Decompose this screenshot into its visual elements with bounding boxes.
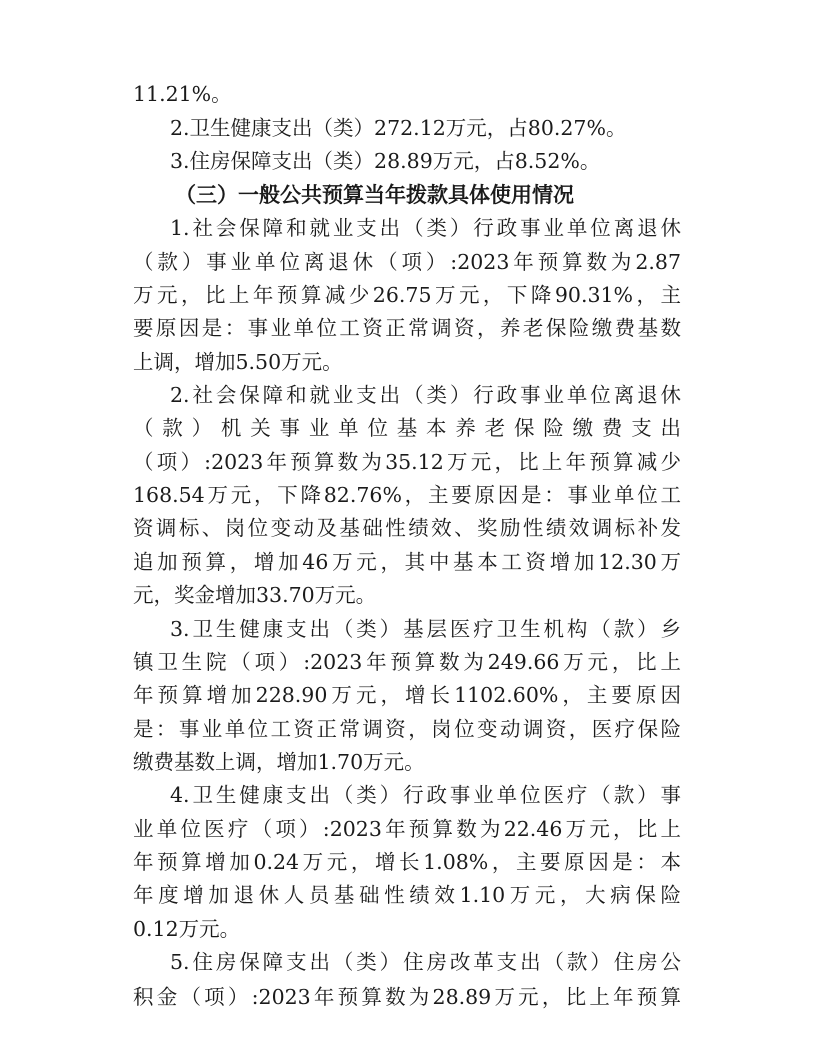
text-line: （款）机关事业单位基本养老保险缴费支出 [133,416,681,440]
text-line: 万元，比上年预算减少26.75万元，下降90.31%，主 [133,283,681,307]
text-line: 镇卫生院（项）:2023年预算数为249.66万元，比上 [133,650,681,674]
text-line: 5.住房保障支出（类）住房改革支出（款）住房公 [170,950,681,974]
text-line: 2.社会保障和就业支出（类）行政事业单位离退休 [170,383,681,407]
section-heading: （三）一般公共预算当年拨款具体使用情况 [175,183,574,207]
text-line: 0.12万元。 [133,917,241,941]
text-line: （项）:2023年预算数为35.12万元，比上年预算减少 [133,450,681,474]
text-line: 年预算增加228.90万元，增长1102.60%，主要原因 [133,683,681,707]
text-line: 3.住房保障支出（类）28.89万元，占8.52%。 [170,149,601,173]
text-line: 资调标、岗位变动及基础性绩效、奖励性绩效调标补发 [133,516,681,540]
text-line: 年预算增加0.24万元，增长1.08%，主要原因是：本 [133,850,681,874]
text-line: 11.21%。 [133,82,232,106]
text-line: 4.卫生健康支出（类）行政事业单位医疗（款）事 [170,783,681,807]
text-line: 元，奖金增加33.70万元。 [133,583,377,607]
text-line: 168.54万元，下降82.76%，主要原因是：事业单位工 [133,483,681,507]
text-line: 1.社会保障和就业支出（类）行政事业单位离退休 [170,216,681,240]
text-line: 3.卫生健康支出（类）基层医疗卫生机构（款）乡 [170,617,681,641]
text-line: 追加预算，增加46万元，其中基本工资增加12.30万 [133,550,681,574]
text-line: 业单位医疗（项）:2023年预算数为22.46万元，比上 [133,817,681,841]
text-line: 2.卫生健康支出（类）272.12万元，占80.27%。 [170,116,627,140]
text-line: （款）事业单位离退休（项）:2023年预算数为2.87 [133,250,681,274]
text-line: 年度增加退休人员基础性绩效1.10万元，大病保险 [133,883,681,907]
text-line: 上调，增加5.50万元。 [133,350,343,374]
text-line: 要原因是：事业单位工资正常调资，养老保险缴费基数 [133,316,681,340]
text-line: 积金（项）:2023年预算数为28.89万元，比上年预算 [133,985,681,1009]
text-line: 是：事业单位工资正常调资，岗位变动调资，医疗保险 [133,717,681,741]
text-line: 缴费基数上调，增加1.70万元。 [133,750,425,774]
